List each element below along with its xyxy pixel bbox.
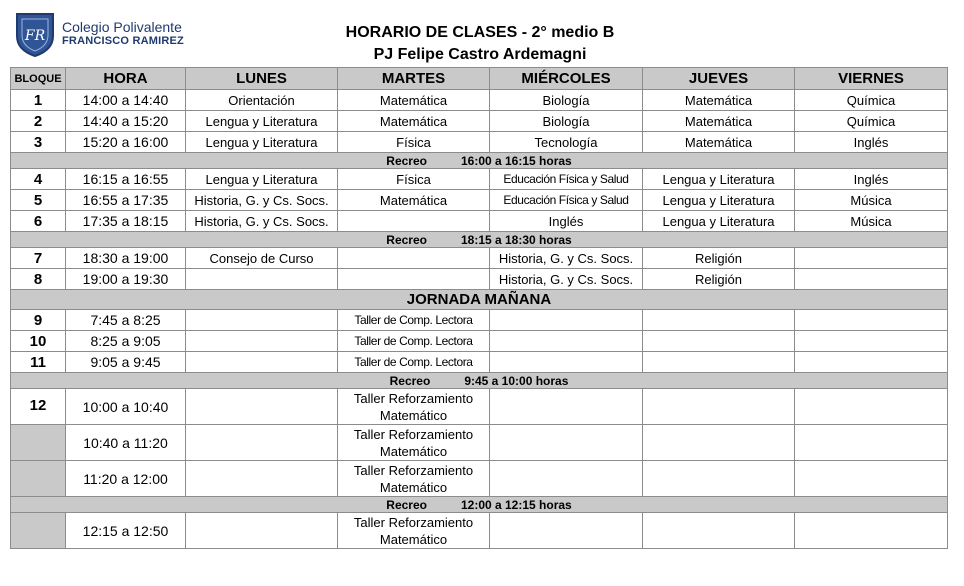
schedule-subtitle: PJ Felipe Castro Ardemagni [373,46,587,63]
bloque-cell: 1 [11,90,66,111]
jueves-cell: Lengua y Literatura [643,211,795,232]
hora-cell: 16:15 a 16:55 [66,169,186,190]
martes-cell: Taller de Comp. Lectora [338,331,490,352]
header-hora: HORA [66,68,186,90]
hora-cell: 17:35 a 18:15 [66,211,186,232]
jueves-cell: Matemática [643,111,795,132]
miercoles-cell [490,461,643,497]
table-row [11,248,948,269]
table-row [11,352,948,373]
jornada-row [11,290,948,310]
schedule-table [10,67,948,549]
bloque-cell: 3 [11,132,66,153]
table-row [11,190,948,211]
miercoles-cell [490,513,643,549]
lunes-cell [186,352,338,373]
recreo-row [11,232,948,248]
martes-cell [338,248,490,269]
martes-cell: Matemática [338,190,490,211]
bloque-cell: 12 [11,389,66,425]
lunes-cell [186,310,338,331]
jueves-cell [643,461,795,497]
martes-cell: Matemática [338,90,490,111]
table-row [11,169,948,190]
shield-icon [14,10,56,58]
hora-cell: 15:20 a 16:00 [66,132,186,153]
table-row [11,211,948,232]
jueves-cell [643,389,795,425]
martes-cell [338,269,490,290]
table-row [11,331,948,352]
header-miercoles: MIÉRCOLES [490,68,643,90]
lunes-cell [186,331,338,352]
viernes-cell: Inglés [795,132,948,153]
lunes-cell [186,513,338,549]
hora-cell: 14:40 a 15:20 [66,111,186,132]
lunes-cell: Lengua y Literatura [186,169,338,190]
recreo-cell [11,153,948,169]
martes-cell: Taller de Comp. Lectora [338,310,490,331]
recreo-row [11,373,948,389]
martes-cell: Taller de Comp. Lectora [338,352,490,373]
lunes-cell: Lengua y Literatura [186,111,338,132]
table-row [11,461,948,497]
miercoles-cell: Historia, G. y Cs. Socs. [490,248,643,269]
bloque-cell: 2 [11,111,66,132]
jueves-cell [643,425,795,461]
recreo-time: 18:15 a 18:30 horas [460,232,572,247]
lunes-cell: Historia, G. y Cs. Socs. [186,211,338,232]
miercoles-cell [490,352,643,373]
lunes-cell: Lengua y Literatura [186,132,338,153]
table-row [11,132,948,153]
miercoles-cell: Educación Física y Salud [490,190,643,211]
recreo-time: 16:00 a 16:15 horas [460,153,572,168]
recreo-label: Recreo [389,373,431,388]
miercoles-cell [490,310,643,331]
table-row [11,90,948,111]
recreo-cell [11,373,948,389]
viernes-cell [795,331,948,352]
bloque-cell [11,513,66,549]
martes-cell: Taller Reforzamiento Matemático [338,389,490,425]
martes-cell: Taller Reforzamiento Matemático [338,461,490,497]
table-row [11,513,948,549]
hora-cell: 14:00 a 14:40 [66,90,186,111]
hora-cell: 16:55 a 17:35 [66,190,186,211]
jueves-cell: Lengua y Literatura [643,190,795,211]
martes-cell: Taller Reforzamiento Matemático [338,425,490,461]
header-bloque: BLOQUE [11,68,66,90]
hora-cell: 18:30 a 19:00 [66,248,186,269]
viernes-cell [795,269,948,290]
miercoles-cell: Biología [490,111,643,132]
martes-cell: Matemática [338,111,490,132]
hora-cell: 8:25 a 9:05 [66,331,186,352]
schedule-title: HORARIO DE CLASES - 2° medio B [345,24,615,41]
hora-cell: 12:15 a 12:50 [66,513,186,549]
miercoles-cell: Historia, G. y Cs. Socs. [490,269,643,290]
recreo-cell [11,232,948,248]
lunes-cell [186,389,338,425]
header-viernes: VIERNES [795,68,948,90]
lunes-cell [186,269,338,290]
jueves-cell [643,331,795,352]
recreo-label: Recreo [386,153,427,168]
hora-cell: 19:00 a 19:30 [66,269,186,290]
header-row [11,68,948,90]
bloque-cell [11,461,66,497]
logo-initials: FR [24,28,46,44]
viernes-cell [795,248,948,269]
jueves-cell: Religión [643,269,795,290]
recreo-row [11,497,948,513]
jueves-cell [643,513,795,549]
table-row [11,111,948,132]
school-name-line2: FRANCISCO RAMIREZ [62,35,184,47]
miercoles-cell [490,425,643,461]
lunes-cell: Historia, G. y Cs. Socs. [186,190,338,211]
martes-cell [338,211,490,232]
header-lunes: LUNES [186,68,338,90]
hora-cell: 7:45 a 8:25 [66,310,186,331]
lunes-cell [186,461,338,497]
jornada-manana-label: JORNADA MAÑANA [11,290,948,310]
hora-cell: 9:05 a 9:45 [66,352,186,373]
lunes-cell [186,425,338,461]
viernes-cell [795,461,948,497]
miercoles-cell [490,389,643,425]
table-row [11,310,948,331]
recreo-label: Recreo [386,232,427,247]
table-row [11,425,948,461]
hora-cell: 10:40 a 11:20 [66,425,186,461]
hora-cell: 11:20 a 12:00 [66,461,186,497]
viernes-cell: Música [795,190,948,211]
jueves-cell: Matemática [643,132,795,153]
miercoles-cell: Tecnología [490,132,643,153]
bloque-cell: 10 [11,331,66,352]
jueves-cell: Matemática [643,90,795,111]
viernes-cell [795,389,948,425]
viernes-cell [795,513,948,549]
bloque-cell [11,425,66,461]
viernes-cell: Química [795,90,948,111]
jueves-cell [643,352,795,373]
viernes-cell: Química [795,111,948,132]
jueves-cell: Lengua y Literatura [643,169,795,190]
martes-cell: Taller Reforzamiento Matemático [338,513,490,549]
hora-cell: 10:00 a 10:40 [66,389,186,425]
table-row [11,269,948,290]
school-logo [14,10,184,60]
viernes-cell [795,425,948,461]
jueves-cell: Religión [643,248,795,269]
miercoles-cell: Biología [490,90,643,111]
table-row [11,389,948,425]
miercoles-cell: Educación Física y Salud [490,169,643,190]
viernes-cell: Música [795,211,948,232]
bloque-cell: 7 [11,248,66,269]
martes-cell: Física [338,169,490,190]
bloque-cell: 9 [11,310,66,331]
recreo-time: 12:00 a 12:15 horas [460,497,572,512]
recreo-label: Recreo [386,497,427,512]
bloque-cell: 8 [11,269,66,290]
lunes-cell: Orientación [186,90,338,111]
bloque-cell: 6 [11,211,66,232]
bloque-cell: 11 [11,352,66,373]
lunes-cell: Consejo de Curso [186,248,338,269]
header-jueves: JUEVES [643,68,795,90]
school-name-line1: Colegio Polivalente [62,19,182,35]
jueves-cell [643,310,795,331]
miercoles-cell: Inglés [490,211,643,232]
header-martes: MARTES [338,68,490,90]
miercoles-cell [490,331,643,352]
viernes-cell [795,352,948,373]
viernes-cell: Inglés [795,169,948,190]
viernes-cell [795,310,948,331]
recreo-time: 9:45 a 10:00 horas [464,373,569,388]
bloque-cell: 4 [11,169,66,190]
martes-cell: Física [338,132,490,153]
recreo-cell [11,497,948,513]
bloque-cell: 5 [11,190,66,211]
recreo-row [11,153,948,169]
